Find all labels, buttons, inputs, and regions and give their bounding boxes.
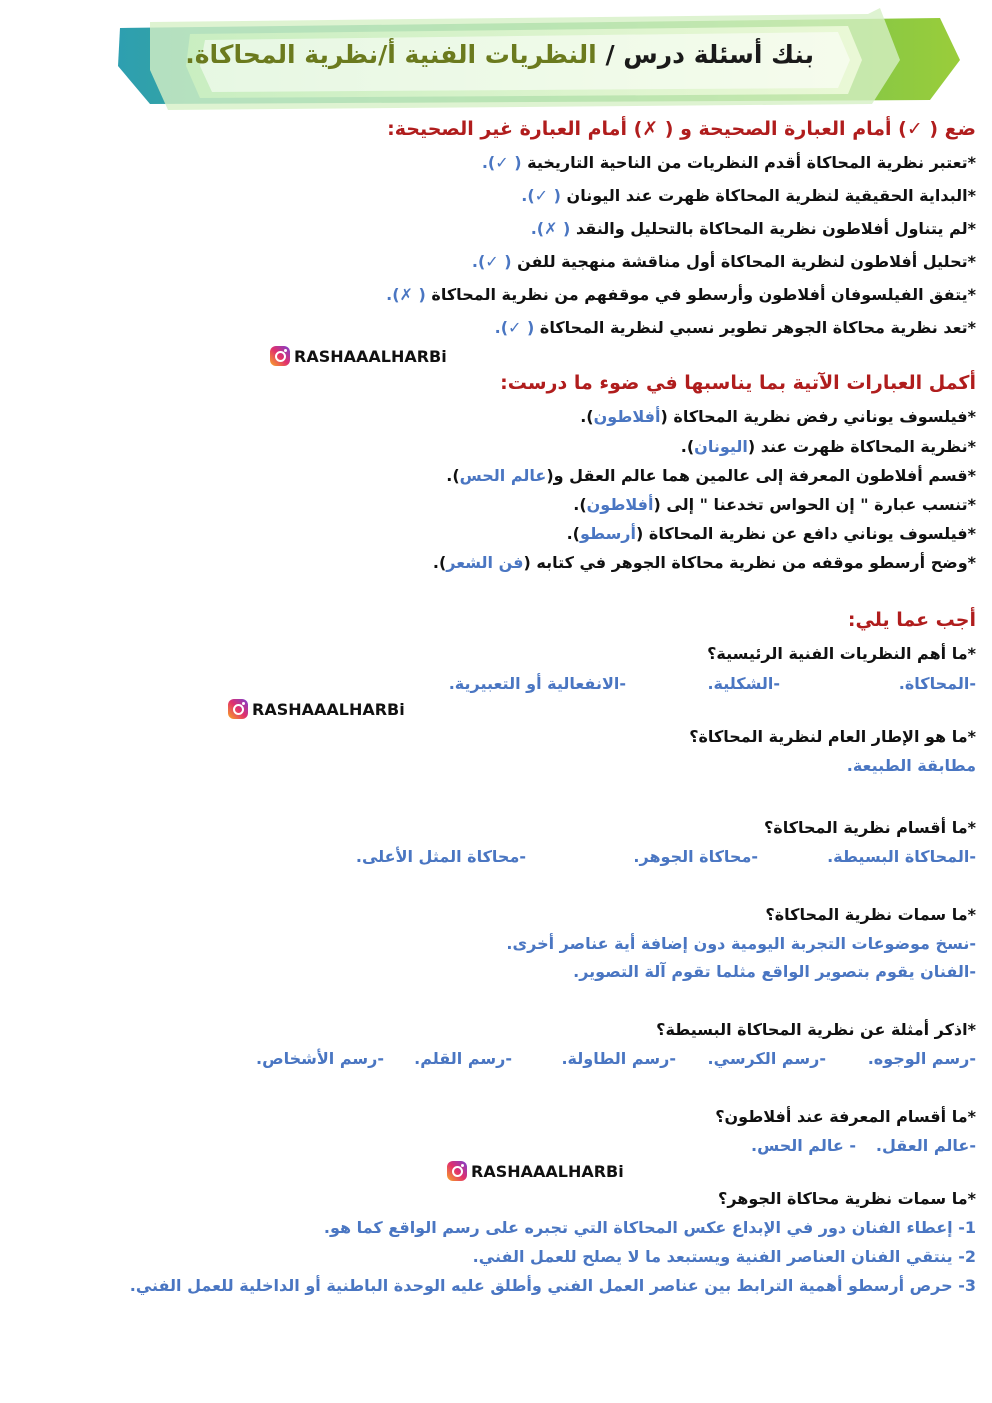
fill-text: *فيلسوف يوناني دافع عن نظرية المحاكاة ( xyxy=(636,524,976,543)
title-banner xyxy=(0,0,992,120)
title-subject: النظريات الفنية أ/نظرية المحاكاة. xyxy=(185,40,597,69)
q5-answers xyxy=(16,1049,976,1071)
q6-question: *ما أقسام المعرفة عند أفلاطون؟ xyxy=(715,1107,976,1126)
q5-answer-4: -رسم القلم. xyxy=(414,1049,512,1068)
section1-heading: ضع ( ✓) أمام العبارة الصحيحة و ( ✗) أمام العبارة غير الصحيحة: xyxy=(387,118,976,140)
tf-answer-mark: ( ✗). xyxy=(386,285,426,304)
tf-item-5 xyxy=(386,285,976,304)
q1-answer-1: -المحاكاة. xyxy=(898,674,976,693)
q5-answer-2: -رسم الكرسي. xyxy=(707,1049,826,1068)
fill-answer: فن الشعر xyxy=(446,553,524,572)
tf-item-1 xyxy=(482,153,976,172)
watermark-text: RASHAAALHARBi xyxy=(252,699,405,719)
tf-item-text: *لم يتناول أفلاطون نظرية المحاكاة بالتحليل والنقد xyxy=(575,219,976,238)
fill-text: *قسم أفلاطون المعرفة إلى عالمين هما عالم العقل و( xyxy=(546,466,976,485)
q5-answer-5: -رسم الأشخاص. xyxy=(256,1049,384,1068)
q3-answer-3: -محاكاة المثل الأعلى. xyxy=(355,847,526,866)
tf-item-4 xyxy=(472,252,976,271)
q3-answer-2: -محاكاة الجوهر. xyxy=(633,847,758,866)
q1-answers xyxy=(16,674,976,696)
fill-answer: أرسطو xyxy=(579,524,636,543)
fill-text-end: ). xyxy=(680,437,695,456)
tf-answer-mark: ( ✓). xyxy=(521,186,561,205)
tf-item-2 xyxy=(521,186,976,205)
q1-answer-3: -الانفعالية أو التعبيرية. xyxy=(448,674,626,693)
tf-item-6 xyxy=(495,318,976,337)
tf-item-text: *تحليل أفلاطون لنظرية المحاكاة أول مناقشة منهجية للفن xyxy=(517,252,976,271)
fill-text: *وضح أرسطو موقفه من نظرية محاكاة الجوهر في كتابه ( xyxy=(523,553,976,572)
instagram-icon xyxy=(228,699,248,719)
fill-answer: أفلاطون xyxy=(586,495,654,514)
q1-answer-2: -الشكلية. xyxy=(707,674,780,693)
q5-answer-1: -رسم الوجوه. xyxy=(867,1049,976,1068)
q4-question: *ما سمات نظرية المحاكاة؟ xyxy=(765,905,976,924)
watermark-text: RASHAAALHARBi xyxy=(294,346,447,366)
fill-item-4 xyxy=(573,495,976,514)
q5-question: *اذكر أمثلة عن نظرية المحاكاة البسيطة؟ xyxy=(656,1020,976,1039)
tf-item-text: *تعد نظرية محاكاة الجوهر تطوير نسبي لنظرية المحاكاة xyxy=(539,318,976,337)
q2-question: *ما هو الإطار العام لنظرية المحاكاة؟ xyxy=(689,727,976,746)
q6-answer-2: - عالم الحس. xyxy=(751,1136,856,1155)
page-title xyxy=(185,40,814,69)
fill-item-1 xyxy=(580,407,976,426)
fill-item-6 xyxy=(433,553,976,572)
section2-heading: أكمل العبارات الآتية بما يناسبها في ضوء ما درست: xyxy=(500,372,976,394)
fill-text-end: ). xyxy=(566,524,580,543)
q3-answers xyxy=(16,847,976,869)
fill-item-3 xyxy=(446,466,976,485)
fill-text: *نظرية المحاكاة ظهرت عند ( xyxy=(747,437,976,456)
fill-text-end: ). xyxy=(573,495,587,514)
fill-item-5 xyxy=(567,524,976,543)
q3-question: *ما أقسام نظرية المحاكاة؟ xyxy=(763,818,976,837)
q7-answer-1: 1- إعطاء الفنان دور في الإبداع عكس المحاكاة التي تجبره على رسم الواقع كما هو. xyxy=(323,1218,976,1237)
tf-answer-mark: ( ✓). xyxy=(471,252,512,271)
title-prefix: بنك أسئلة درس / xyxy=(596,40,814,69)
tf-item-text: *البداية الحقيقية لنظرية المحاكاة ظهرت عند اليونان xyxy=(566,186,976,205)
tf-answer-mark: ( ✗). xyxy=(530,219,571,238)
fill-text-end: ). xyxy=(580,407,594,426)
fill-text-end: ). xyxy=(432,553,447,572)
q4-answer-1: -نسخ موضوعات التجربة اليومية دون إضافة أية عناصر أخرى. xyxy=(506,934,976,953)
fill-text: *تنسب عبارة " إن الحواس تخدعنا " إلى ( xyxy=(653,495,976,514)
q1-question: *ما أهم النظريات الفنية الرئيسية؟ xyxy=(707,644,976,663)
section3-heading: أجب عما يلي: xyxy=(847,609,976,631)
q7-answer-2: 2- ينتقي الفنان العناصر الفنية ويستبعد ما لا يصلح للعمل الفني. xyxy=(472,1247,976,1266)
fill-text: *فيلسوف يوناني رفض نظرية المحاكاة ( xyxy=(660,407,976,426)
q7-answer-3: 3- حرص أرسطو أهمية الترابط بين عناصر العمل الفني وأطلق عليه الوحدة الباطنية أو الداخلية للعمل الفني. xyxy=(129,1276,976,1295)
instagram-icon xyxy=(447,1161,467,1181)
q4-answer-2: -الفنان يقوم بتصوير الواقع مثلما تقوم آلة التصوير. xyxy=(573,962,976,981)
instagram-watermark xyxy=(228,699,405,719)
q2-answer: مطابقة الطبيعة. xyxy=(846,756,976,775)
q3-answer-1: -المحاكاة البسيطة. xyxy=(827,847,976,866)
q6-answers xyxy=(16,1136,976,1158)
fill-item-2 xyxy=(681,437,976,456)
q5-answer-3: -رسم الطاولة. xyxy=(561,1049,676,1068)
watermark-text: RASHAAALHARBi xyxy=(471,1161,624,1181)
q6-answer-1: -عالم العقل. xyxy=(875,1136,976,1155)
fill-answer: اليونان xyxy=(694,437,748,456)
instagram-watermark xyxy=(447,1161,624,1181)
instagram-watermark xyxy=(270,346,447,366)
fill-answer: أفلاطون xyxy=(593,407,661,426)
fill-text-end: ). xyxy=(446,466,460,485)
tf-item-text: *تعتبر نظرية المحاكاة أقدم النظريات من الناحية التاريخية xyxy=(527,153,976,172)
tf-answer-mark: ( ✓). xyxy=(481,153,522,172)
tf-answer-mark: ( ✓). xyxy=(494,318,535,337)
tf-item-text: *يتفق الفيلسوفان أفلاطون وأرسطو في موقفهم من نظرية المحاكاة xyxy=(431,285,976,304)
tf-item-3 xyxy=(531,219,976,238)
fill-answer: عالم الحس xyxy=(459,466,547,485)
q7-question: *ما سمات نظرية محاكاة الجوهر؟ xyxy=(718,1189,976,1208)
instagram-icon xyxy=(270,346,290,366)
